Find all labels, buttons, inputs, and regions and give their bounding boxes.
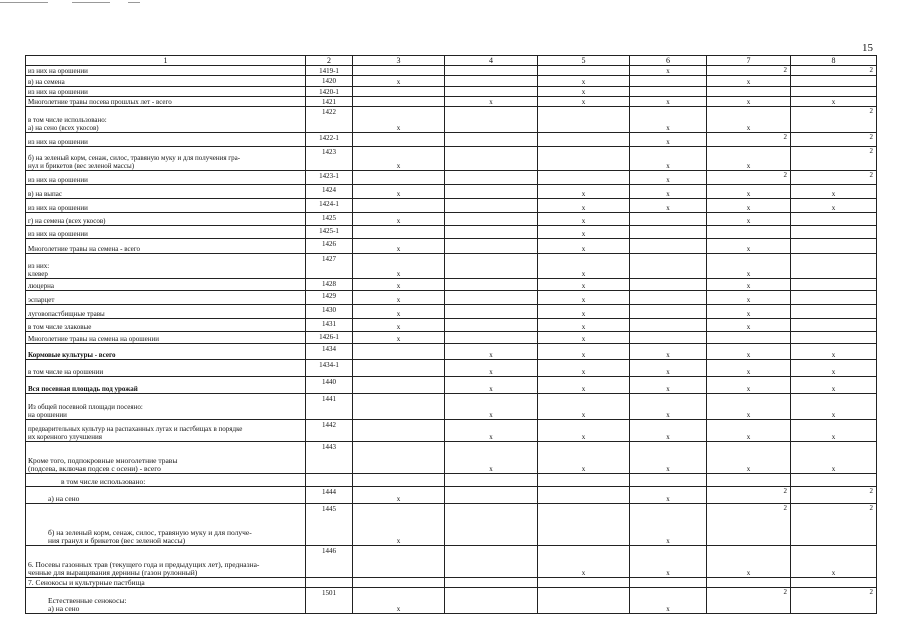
data-cell bbox=[791, 226, 877, 239]
data-cell: x bbox=[630, 588, 707, 614]
header-cell: 8 bbox=[791, 56, 877, 66]
header-cell: 1 bbox=[26, 56, 306, 66]
data-cell bbox=[538, 578, 630, 588]
row-code: 1423-1 bbox=[306, 171, 353, 185]
data-cell bbox=[445, 87, 538, 97]
data-cell bbox=[445, 226, 538, 239]
data-cell bbox=[630, 319, 707, 332]
table-row bbox=[26, 66, 877, 76]
data-cell bbox=[353, 133, 445, 147]
table-row bbox=[26, 377, 877, 394]
data-cell: x bbox=[630, 344, 707, 360]
table-row bbox=[26, 420, 877, 442]
row-label: из них на орошении bbox=[26, 199, 306, 213]
data-cell bbox=[445, 213, 538, 226]
data-cell: 2 bbox=[707, 66, 791, 76]
row-label: в том числе использовано: а) на сено (всех укосов) bbox=[26, 107, 306, 133]
header-cell: 6 bbox=[630, 56, 707, 66]
row-label: в том числе на орошении bbox=[26, 360, 306, 377]
data-cell: x bbox=[353, 185, 445, 199]
row-code: 1427 bbox=[306, 254, 353, 279]
data-cell: x bbox=[538, 344, 630, 360]
row-code: 1422-1 bbox=[306, 133, 353, 147]
table-row bbox=[26, 185, 877, 199]
data-cell bbox=[791, 87, 877, 97]
data-cell bbox=[445, 107, 538, 133]
row-code: 1444 bbox=[306, 487, 353, 504]
data-cell: x bbox=[630, 199, 707, 213]
row-label: 6. Посевы газонных трав (текущего года и предыдущих лет), предназна- ченные для выращивания дернины (газон рулонный) bbox=[26, 546, 306, 578]
data-cell: x bbox=[538, 199, 630, 213]
data-cell: x bbox=[538, 87, 630, 97]
data-cell: 2 bbox=[791, 487, 877, 504]
row-code: 1425-1 bbox=[306, 226, 353, 239]
table-row bbox=[26, 394, 877, 420]
row-label: б) на зеленый корм, сенаж, силос, травяную муку и для получения гра- нул и брикетов (вес зеленой массы) bbox=[26, 147, 306, 171]
data-cell: x bbox=[445, 344, 538, 360]
data-cell bbox=[791, 76, 877, 87]
row-code: 1426 bbox=[306, 239, 353, 254]
data-cell: x bbox=[538, 185, 630, 199]
data-cell bbox=[707, 226, 791, 239]
data-cell bbox=[630, 239, 707, 254]
row-code: 1442 bbox=[306, 420, 353, 442]
data-cell: x bbox=[538, 291, 630, 305]
row-code: 1430 bbox=[306, 305, 353, 319]
row-code: 1421 bbox=[306, 97, 353, 107]
data-cell bbox=[630, 474, 707, 487]
data-cell: x bbox=[791, 360, 877, 377]
row-code: 1424 bbox=[306, 185, 353, 199]
data-cell bbox=[445, 546, 538, 578]
data-cell bbox=[353, 442, 445, 474]
data-cell: x bbox=[791, 199, 877, 213]
data-cell: 2 bbox=[791, 588, 877, 614]
data-cell: x bbox=[353, 319, 445, 332]
data-cell: x bbox=[791, 546, 877, 578]
data-cell bbox=[445, 171, 538, 185]
data-cell bbox=[538, 487, 630, 504]
row-label: луговопастбищные травы bbox=[26, 305, 306, 319]
row-label: из них: клевер bbox=[26, 254, 306, 279]
data-cell bbox=[353, 66, 445, 76]
data-cell bbox=[630, 87, 707, 97]
row-code: 1426-1 bbox=[306, 332, 353, 344]
data-cell: x bbox=[630, 394, 707, 420]
data-cell: x bbox=[707, 185, 791, 199]
table-row bbox=[26, 87, 877, 97]
header-cell: 5 bbox=[538, 56, 630, 66]
data-cell: x bbox=[630, 377, 707, 394]
data-cell: 2 bbox=[791, 133, 877, 147]
table-row bbox=[26, 147, 877, 171]
data-cell bbox=[707, 578, 791, 588]
data-cell bbox=[353, 344, 445, 360]
data-cell bbox=[538, 133, 630, 147]
data-cell bbox=[445, 305, 538, 319]
data-cell bbox=[791, 213, 877, 226]
data-cell: x bbox=[707, 254, 791, 279]
header-cell: 2 bbox=[306, 56, 353, 66]
data-cell: x bbox=[538, 226, 630, 239]
data-cell bbox=[353, 199, 445, 213]
row-label: Естественные сенокосы: а) на сено bbox=[26, 588, 306, 614]
row-code: 1441 bbox=[306, 394, 353, 420]
row-code: 1434 bbox=[306, 344, 353, 360]
data-cell: x bbox=[630, 107, 707, 133]
row-code: 1429 bbox=[306, 291, 353, 305]
data-cell bbox=[445, 254, 538, 279]
row-code: 1422 bbox=[306, 107, 353, 133]
data-cell bbox=[445, 279, 538, 291]
data-cell: x bbox=[538, 442, 630, 474]
table-row bbox=[26, 360, 877, 377]
data-cell: x bbox=[707, 319, 791, 332]
data-cell bbox=[707, 474, 791, 487]
data-cell bbox=[791, 291, 877, 305]
data-cell: x bbox=[630, 171, 707, 185]
row-label: 7. Сенокосы и культурные пастбища bbox=[26, 578, 306, 588]
data-cell bbox=[445, 474, 538, 487]
data-cell: 2 bbox=[707, 133, 791, 147]
data-cell: x bbox=[791, 185, 877, 199]
row-label: в) на выпас bbox=[26, 185, 306, 199]
data-cell bbox=[791, 279, 877, 291]
data-cell: x bbox=[630, 185, 707, 199]
data-cell bbox=[630, 254, 707, 279]
data-cell bbox=[353, 377, 445, 394]
data-cell bbox=[445, 487, 538, 504]
table-row bbox=[26, 504, 877, 546]
data-cell: x bbox=[445, 360, 538, 377]
row-code: 1420-1 bbox=[306, 87, 353, 97]
data-cell: x bbox=[445, 377, 538, 394]
data-cell: x bbox=[630, 546, 707, 578]
data-cell: 2 bbox=[791, 107, 877, 133]
table-row bbox=[26, 474, 877, 487]
table-row bbox=[26, 279, 877, 291]
data-cell: 2 bbox=[791, 171, 877, 185]
row-code: 1420 bbox=[306, 76, 353, 87]
data-cell: x bbox=[353, 279, 445, 291]
row-label: из них на орошении bbox=[26, 171, 306, 185]
row-label: в том числе использовано: bbox=[26, 474, 306, 487]
data-cell bbox=[791, 332, 877, 344]
data-cell: x bbox=[707, 97, 791, 107]
data-cell bbox=[630, 305, 707, 319]
data-cell: 2 bbox=[791, 66, 877, 76]
data-cell bbox=[707, 87, 791, 97]
data-cell: x bbox=[707, 546, 791, 578]
data-cell bbox=[791, 239, 877, 254]
data-cell: x bbox=[353, 254, 445, 279]
data-cell bbox=[445, 76, 538, 87]
row-label: из них на орошении bbox=[26, 87, 306, 97]
row-code: 1431 bbox=[306, 319, 353, 332]
data-cell: x bbox=[445, 442, 538, 474]
data-cell: x bbox=[353, 588, 445, 614]
data-cell bbox=[445, 185, 538, 199]
table-row bbox=[26, 578, 877, 588]
data-cell bbox=[445, 133, 538, 147]
data-cell bbox=[707, 332, 791, 344]
data-cell: x bbox=[707, 239, 791, 254]
data-cell bbox=[538, 171, 630, 185]
data-cell: x bbox=[630, 147, 707, 171]
row-code: 1446 bbox=[306, 546, 353, 578]
table-row bbox=[26, 442, 877, 474]
table-row bbox=[26, 546, 877, 578]
table-row bbox=[26, 319, 877, 332]
table-row bbox=[26, 199, 877, 213]
table-row bbox=[26, 239, 877, 254]
data-cell: x bbox=[707, 394, 791, 420]
row-code: 1424-1 bbox=[306, 199, 353, 213]
data-cell: x bbox=[707, 107, 791, 133]
data-cell bbox=[630, 279, 707, 291]
data-cell: x bbox=[630, 487, 707, 504]
table-row bbox=[26, 171, 877, 185]
data-cell bbox=[445, 66, 538, 76]
table-row bbox=[26, 133, 877, 147]
table-row bbox=[26, 332, 877, 344]
header-cell: 4 bbox=[445, 56, 538, 66]
data-cell bbox=[630, 578, 707, 588]
row-label: в) на семена bbox=[26, 76, 306, 87]
data-cell: x bbox=[707, 420, 791, 442]
table-row bbox=[26, 76, 877, 87]
data-cell bbox=[445, 147, 538, 171]
row-code: 1423 bbox=[306, 147, 353, 171]
data-cell bbox=[791, 319, 877, 332]
data-cell: 2 bbox=[791, 504, 877, 546]
data-cell: x bbox=[538, 394, 630, 420]
header-cell: 3 bbox=[353, 56, 445, 66]
row-label: предварительных культур на распаханных лугах и пастбищах в порядке их коренного улучшения bbox=[26, 420, 306, 442]
data-cell bbox=[353, 97, 445, 107]
data-cell bbox=[353, 226, 445, 239]
top-rule-left bbox=[0, 2, 48, 3]
row-code: 1445 bbox=[306, 504, 353, 546]
data-cell: x bbox=[630, 133, 707, 147]
data-cell bbox=[791, 305, 877, 319]
data-cell bbox=[353, 474, 445, 487]
data-cell: x bbox=[791, 442, 877, 474]
row-code: 1501 bbox=[306, 588, 353, 614]
data-cell: x bbox=[791, 344, 877, 360]
data-cell: x bbox=[630, 442, 707, 474]
data-cell bbox=[445, 504, 538, 546]
data-cell: x bbox=[445, 97, 538, 107]
table-row bbox=[26, 305, 877, 319]
top-rule-short bbox=[128, 2, 140, 3]
data-cell bbox=[630, 226, 707, 239]
table-row bbox=[26, 226, 877, 239]
data-cell bbox=[538, 107, 630, 133]
data-cell: x bbox=[630, 97, 707, 107]
data-cell: x bbox=[538, 76, 630, 87]
data-cell: x bbox=[538, 319, 630, 332]
row-code: 1428 bbox=[306, 279, 353, 291]
data-cell bbox=[353, 394, 445, 420]
data-cell bbox=[630, 213, 707, 226]
row-label: из них на орошении bbox=[26, 66, 306, 76]
data-cell: x bbox=[538, 332, 630, 344]
data-cell: x bbox=[353, 213, 445, 226]
data-cell: x bbox=[353, 487, 445, 504]
row-label: в том числе злаковые bbox=[26, 319, 306, 332]
data-cell: x bbox=[707, 279, 791, 291]
data-cell: x bbox=[445, 420, 538, 442]
data-cell bbox=[445, 332, 538, 344]
data-cell bbox=[353, 171, 445, 185]
data-cell: x bbox=[791, 394, 877, 420]
page-number: 15 bbox=[862, 42, 873, 54]
data-cell bbox=[445, 199, 538, 213]
data-cell: x bbox=[707, 76, 791, 87]
row-label: из них на орошении bbox=[26, 226, 306, 239]
row-label: Кроме того, подпокровные многолетние травы (подсева, включая подсев с осени) - всего bbox=[26, 442, 306, 474]
data-cell bbox=[353, 360, 445, 377]
table-row bbox=[26, 487, 877, 504]
data-cell bbox=[791, 254, 877, 279]
data-cell bbox=[538, 474, 630, 487]
data-cell: x bbox=[707, 377, 791, 394]
data-cell: x bbox=[791, 377, 877, 394]
data-cell: x bbox=[353, 147, 445, 171]
row-label: эспарцет bbox=[26, 291, 306, 305]
statistics-form-table bbox=[25, 55, 877, 614]
data-cell: x bbox=[791, 420, 877, 442]
data-cell bbox=[445, 239, 538, 254]
data-cell: 2 bbox=[707, 588, 791, 614]
data-cell: x bbox=[445, 394, 538, 420]
row-label: Из общей посевной площади посеяно: на орошении bbox=[26, 394, 306, 420]
data-cell bbox=[445, 291, 538, 305]
row-label: г) на семена (всех укосов) bbox=[26, 213, 306, 226]
data-cell: x bbox=[630, 66, 707, 76]
row-label: Многолетние травы посева прошлых лет - всего bbox=[26, 97, 306, 107]
data-cell: x bbox=[707, 442, 791, 474]
data-cell: x bbox=[353, 107, 445, 133]
data-cell: x bbox=[707, 199, 791, 213]
data-cell: 2 bbox=[707, 504, 791, 546]
top-rule-mid bbox=[72, 2, 110, 3]
table-row bbox=[26, 97, 877, 107]
table-row bbox=[26, 344, 877, 360]
data-cell: x bbox=[630, 420, 707, 442]
data-cell: x bbox=[707, 213, 791, 226]
data-cell bbox=[538, 588, 630, 614]
data-cell: x bbox=[538, 420, 630, 442]
data-cell: x bbox=[630, 360, 707, 377]
data-cell bbox=[630, 332, 707, 344]
data-cell: 2 bbox=[707, 487, 791, 504]
row-label: Кормовые культуры - всего bbox=[26, 344, 306, 360]
data-cell: x bbox=[630, 504, 707, 546]
data-cell: 2 bbox=[707, 171, 791, 185]
table-row bbox=[26, 213, 877, 226]
data-cell: x bbox=[353, 239, 445, 254]
data-cell: x bbox=[538, 279, 630, 291]
data-cell: x bbox=[538, 97, 630, 107]
row-label: Вся посевная площадь под урожай bbox=[26, 377, 306, 394]
data-cell: x bbox=[707, 291, 791, 305]
data-cell: x bbox=[707, 360, 791, 377]
data-cell: x bbox=[353, 504, 445, 546]
row-code: 1443 bbox=[306, 442, 353, 474]
table-row bbox=[26, 291, 877, 305]
row-label: из них на орошении bbox=[26, 133, 306, 147]
data-cell: x bbox=[538, 305, 630, 319]
table-row bbox=[26, 588, 877, 614]
row-code bbox=[306, 474, 353, 487]
table-row bbox=[26, 107, 877, 133]
data-cell: x bbox=[353, 76, 445, 87]
row-code: 1434-1 bbox=[306, 360, 353, 377]
row-label: Многолетние травы на семена - всего bbox=[26, 239, 306, 254]
data-cell: x bbox=[538, 254, 630, 279]
data-cell bbox=[445, 319, 538, 332]
data-cell: x bbox=[707, 305, 791, 319]
row-label: Многолетние травы на семена на орошении bbox=[26, 332, 306, 344]
data-cell bbox=[353, 420, 445, 442]
data-cell: x bbox=[707, 344, 791, 360]
data-cell: x bbox=[353, 305, 445, 319]
row-code: 1425 bbox=[306, 213, 353, 226]
data-cell bbox=[630, 291, 707, 305]
data-cell bbox=[538, 504, 630, 546]
row-code: 1440 bbox=[306, 377, 353, 394]
column-number-header bbox=[26, 56, 877, 66]
table-row bbox=[26, 254, 877, 279]
row-label: люцерна bbox=[26, 279, 306, 291]
data-cell bbox=[791, 578, 877, 588]
data-cell: 2 bbox=[791, 147, 877, 171]
data-cell: x bbox=[538, 377, 630, 394]
data-cell bbox=[353, 546, 445, 578]
data-cell: x bbox=[538, 213, 630, 226]
data-cell: x bbox=[707, 147, 791, 171]
data-cell: x bbox=[538, 360, 630, 377]
data-cell bbox=[538, 147, 630, 171]
data-cell bbox=[791, 474, 877, 487]
row-code bbox=[306, 578, 353, 588]
data-cell: x bbox=[538, 239, 630, 254]
row-label: а) на сено bbox=[26, 487, 306, 504]
header-cell: 7 bbox=[707, 56, 791, 66]
data-cell bbox=[445, 578, 538, 588]
data-cell: x bbox=[538, 546, 630, 578]
data-cell bbox=[445, 588, 538, 614]
data-cell: x bbox=[791, 97, 877, 107]
data-cell bbox=[353, 87, 445, 97]
row-label: б) на зеленый корм, сенаж, силос, травяную муку и для получе- ния гранул и брикетов (вес зеленой массы) bbox=[26, 504, 306, 546]
data-cell: x bbox=[353, 291, 445, 305]
data-cell: x bbox=[353, 332, 445, 344]
data-cell bbox=[353, 578, 445, 588]
data-cell bbox=[538, 66, 630, 76]
data-cell bbox=[630, 76, 707, 87]
row-code: 1419-1 bbox=[306, 66, 353, 76]
